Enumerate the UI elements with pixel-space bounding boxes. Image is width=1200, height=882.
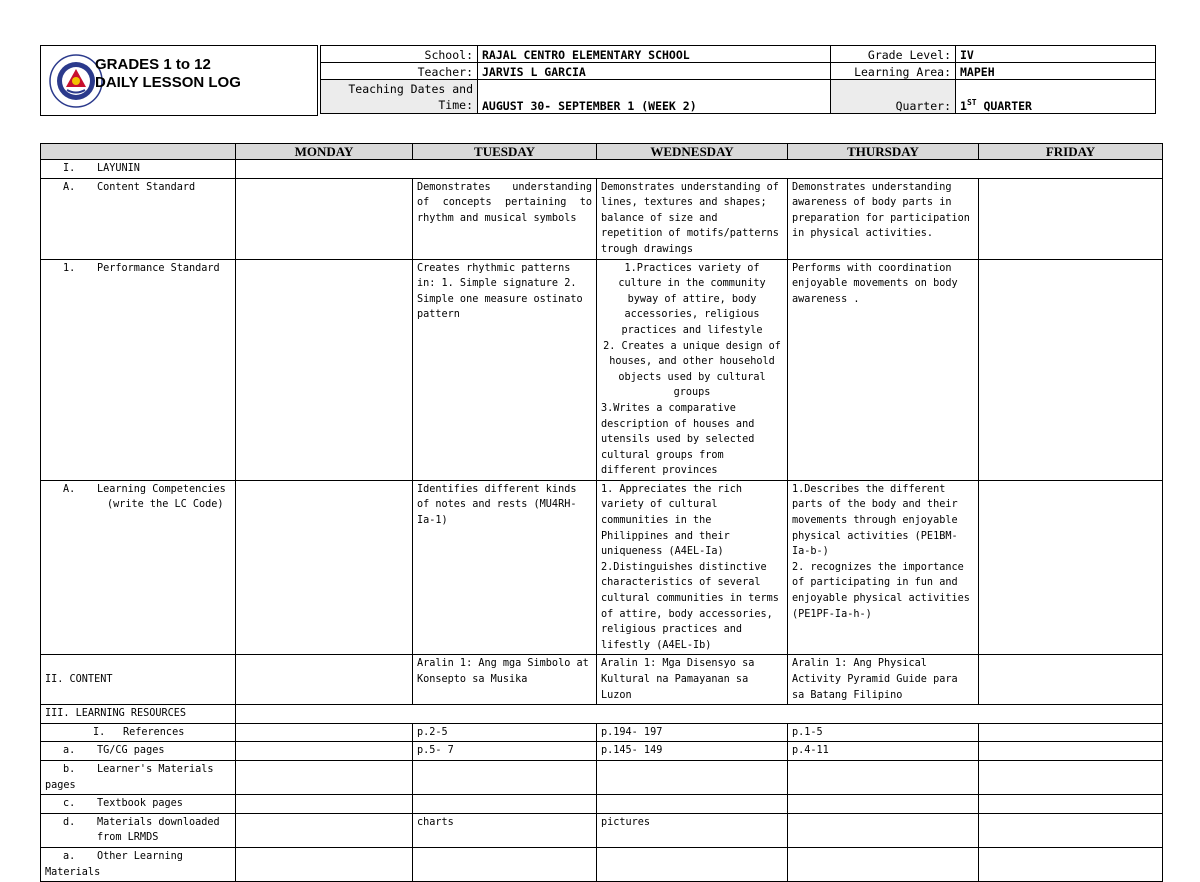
row-textbook-pages (41, 795, 1163, 814)
tuesday-cell: Demonstrates understanding of concepts pertaining to rhythm and musical symbols (413, 178, 597, 259)
row-tg-cg-pages (41, 742, 1163, 761)
row-performance-standard (41, 259, 1163, 480)
monday-cell (236, 723, 413, 742)
quarter-suffix: ST (966, 98, 977, 108)
grade-level-value: IV (956, 46, 1156, 63)
tuesday-cell: Creates rhythmic patterns in: 1. Simple signature 2. Simple one measure ostinato pattern (413, 259, 597, 480)
monday-cell (236, 795, 413, 814)
thursday-cell (788, 813, 979, 847)
performance-item-1: 1.Practices variety of culture in the community byway of attire, body accessories, religious practices and lifestyle (618, 262, 766, 336)
thursday-cell (788, 795, 979, 814)
performance-item-3: 3.Writes a comparative description of houses and utensils used by selected cultural groups from different provinces (601, 402, 755, 477)
friday-cell (979, 847, 1163, 881)
row-subtitle: (write the LC Code) (107, 499, 224, 511)
thursday-cell: p.1-5 (788, 723, 979, 742)
wednesday-cell (597, 760, 788, 794)
quarter-word: QUARTER (976, 99, 1032, 113)
row-learners-materials (41, 760, 1163, 794)
learning-area-label: Learning Area: (831, 63, 956, 80)
row-subtitle: from LRMDS (97, 832, 159, 844)
learning-area-value: MAPEH (956, 63, 1156, 80)
row-learning-competencies (41, 480, 1163, 655)
learning-resources-span-cell (236, 705, 1163, 724)
tuesday-cell: p.5- 7 (413, 742, 597, 761)
row-label (41, 813, 236, 847)
day-friday: FRIDAY (979, 144, 1163, 160)
monday-cell (236, 178, 413, 259)
monday-cell (236, 742, 413, 761)
friday-cell (979, 795, 1163, 814)
thursday-cell (788, 847, 979, 881)
row-title: Content Standard (97, 181, 196, 193)
thursday-cell (788, 760, 979, 794)
row-title: LAYUNIN (97, 163, 140, 174)
teaching-dates-value: AUGUST 30- SEPTEMBER 1 (WEEK 2) (478, 80, 831, 114)
teaching-dates-label: Teaching Dates and Time: (321, 80, 478, 114)
row-title: Textbook pages (97, 798, 183, 810)
friday-cell (979, 742, 1163, 761)
row-title: Learner's Materials pages (45, 763, 214, 791)
row-number: c. (63, 798, 76, 810)
row-label (41, 760, 236, 794)
row-references (41, 723, 1163, 742)
monday-cell (236, 847, 413, 881)
row-title: TG/CG pages (97, 745, 165, 757)
layunin-span-cell (236, 160, 1163, 179)
monday-cell (236, 655, 413, 705)
page-title (95, 56, 241, 92)
friday-cell (979, 480, 1163, 655)
header-title-box (40, 45, 318, 116)
row-materials-downloaded (41, 813, 1163, 847)
info-table (320, 45, 1156, 114)
row-title: Materials downloaded (97, 816, 220, 828)
row-number: I. (93, 726, 106, 738)
row-label (41, 723, 236, 742)
day-thursday: THURSDAY (788, 144, 979, 160)
row-number: I. (63, 163, 76, 174)
friday-cell (979, 813, 1163, 847)
wednesday-cell (597, 480, 788, 655)
days-header-row (41, 144, 1163, 160)
row-learning-resources (41, 705, 1163, 724)
title-line-2: DAILY LESSON LOG (95, 74, 241, 91)
daily-lesson-log-table (40, 143, 1163, 882)
row-other-materials (41, 847, 1163, 881)
row-title: Learning Competencies (97, 483, 226, 495)
wednesday-cell: p.145- 149 (597, 742, 788, 761)
row-label (41, 795, 236, 814)
row-content-standard (41, 178, 1163, 259)
tuesday-cell (413, 760, 597, 794)
tuesday-cell: Identifies different kinds of notes and rests (MU4RH-Ia-1) (413, 480, 597, 655)
row-label (41, 742, 236, 761)
friday-cell (979, 259, 1163, 480)
competency-item-2: 2.Distinguishes distinctive characteristics of several cultural communities in terms of attire, body accessories, religious practices and lifestly (A4EL-Ib) (601, 561, 779, 651)
row-label: III. LEARNING RESOURCES (41, 705, 236, 724)
quarter-number: 1 (960, 99, 967, 113)
row-number: 1. (63, 262, 76, 274)
teacher-value: JARVIS L GARCIA (478, 63, 831, 80)
row-label (41, 847, 236, 881)
monday-cell (236, 760, 413, 794)
tuesday-cell: p.2-5 (413, 723, 597, 742)
friday-cell (979, 655, 1163, 705)
school-value: RAJAL CENTRO ELEMENTARY SCHOOL (478, 46, 831, 63)
school-label: School: (321, 46, 478, 63)
day-tuesday: TUESDAY (413, 144, 597, 160)
tuesday-cell: Aralin 1: Ang mga Simbolo at Konsepto sa Musika (413, 655, 597, 705)
row-label (41, 259, 236, 480)
thursday-cell: Aralin 1: Ang Physical Activity Pyramid Guide para sa Batang Filipino (788, 655, 979, 705)
monday-cell (236, 480, 413, 655)
row-content (41, 655, 1163, 705)
friday-cell (979, 760, 1163, 794)
row-label (41, 178, 236, 259)
thursday-cell: p.4-11 (788, 742, 979, 761)
row-layunin (41, 160, 1163, 179)
wednesday-cell (597, 795, 788, 814)
row-title: References (123, 726, 185, 738)
row-number: b. (63, 763, 76, 775)
monday-cell (236, 813, 413, 847)
competency-item-2: 2. recognizes the importance of participating in fun and enjoyable physical activities (PE1PF-Ia-h-) (792, 561, 970, 620)
wednesday-cell: pictures (597, 813, 788, 847)
thursday-cell: Performs with coordination enjoyable movements on body awareness . (788, 259, 979, 480)
tuesday-cell (413, 795, 597, 814)
row-label (41, 480, 236, 655)
teacher-label: Teacher: (321, 63, 478, 80)
friday-cell (979, 178, 1163, 259)
performance-item-2: 2. Creates a unique design of houses, and other household objects used by cultural groups (603, 340, 781, 399)
day-monday: MONDAY (236, 144, 413, 160)
wednesday-cell (597, 259, 788, 480)
wednesday-cell: p.194- 197 (597, 723, 788, 742)
wednesday-cell: Aralin 1: Mga Disensyo sa Kultural na Pamayanan sa Luzon (597, 655, 788, 705)
row-label (41, 160, 236, 179)
row-number: a. (63, 850, 76, 862)
wednesday-cell: Demonstrates understanding of lines, textures and shapes; balance of size and repetition of motifs/patterns trough drawings (597, 178, 788, 259)
row-title: Performance Standard (97, 262, 220, 274)
row-title: Other Learning Materials (45, 850, 183, 878)
row-label: II. CONTENT (41, 655, 236, 705)
monday-cell (236, 259, 413, 480)
day-wednesday: WEDNESDAY (597, 144, 788, 160)
quarter-label: Quarter: (831, 80, 956, 114)
row-number: d. (63, 816, 76, 828)
thursday-cell (788, 480, 979, 655)
tuesday-cell: charts (413, 813, 597, 847)
row-number: A. (63, 483, 76, 495)
competency-item-1: 1.Describes the different parts of the body and their movements through enjoyable physical activities (PE1BM-Ia-b-) (792, 483, 958, 558)
blank-header-cell (41, 144, 236, 160)
title-line-1: GRADES 1 to 12 (95, 56, 211, 73)
thursday-cell: Demonstrates understanding awareness of body parts in preparation for participation in physical activities. (788, 178, 979, 259)
wednesday-cell (597, 847, 788, 881)
row-number: A. (63, 181, 76, 193)
row-number: a. (63, 745, 76, 757)
friday-cell (979, 723, 1163, 742)
quarter-value (956, 80, 1156, 114)
tuesday-cell (413, 847, 597, 881)
grade-level-label: Grade Level: (831, 46, 956, 63)
competency-item-1: 1. Appreciates the rich variety of cultural communities in the Philippines and their uniqueness (A4EL-Ia) (601, 483, 743, 558)
